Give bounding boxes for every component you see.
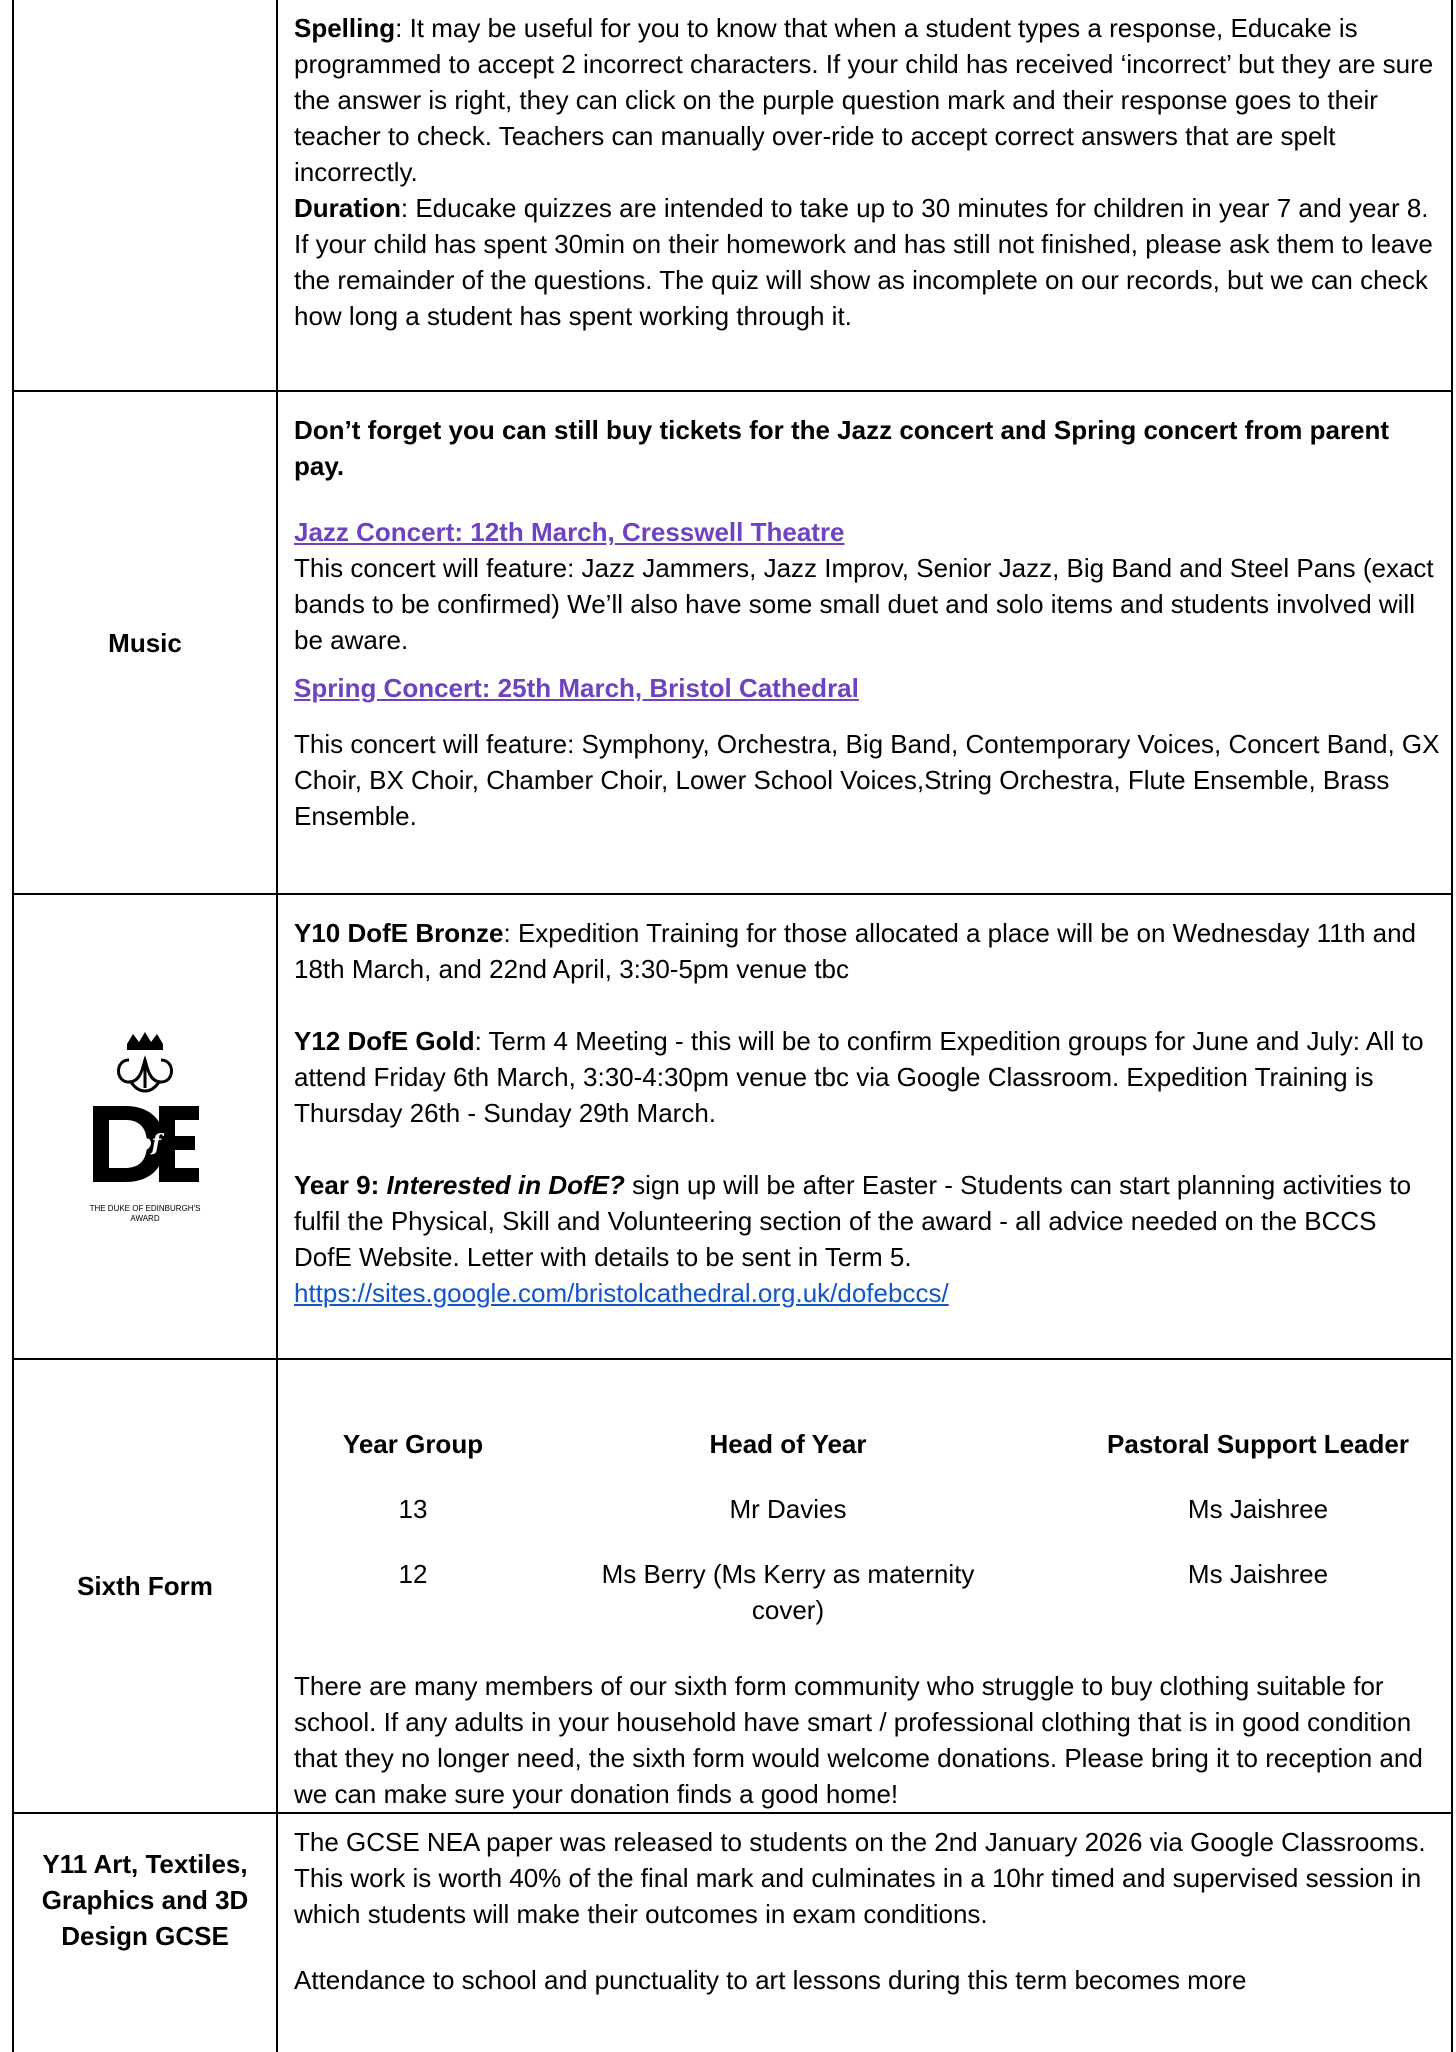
- dofe-website-link[interactable]: https://sites.google.com/bristolcathedral.org.uk/dofebccs/: [294, 1278, 949, 1308]
- dofe-crest-icon: [85, 1030, 205, 1200]
- dofe-year9: [294, 1167, 1441, 1311]
- table-cell: 13: [398, 1494, 428, 1524]
- table-cell: Ms Jaishree: [1187, 1494, 1329, 1524]
- table-cell: Ms Berry (Ms Kerry as maternity cover): [601, 1559, 975, 1625]
- dofe-gold: [294, 1023, 1441, 1131]
- art-content: [278, 1814, 1451, 2052]
- spring-concert-link[interactable]: Spring Concert: 25th March, Bristol Cathedral: [294, 673, 859, 703]
- dofe-y9-text: sign up will be after Easter - Students can start planning activities to fulfil the Physical, Skill and Volunteering section of the award - all advice needed on the BCCS DofE Website. Letter with details to be sent in Term 5.: [294, 1170, 1412, 1272]
- dofe-row: [14, 895, 1451, 1360]
- dofe-gold-text: : Term 4 Meeting - this will be to confirm Expedition groups for June and July: All to attend Friday 6th March, 3:30-4:30pm venue tbc via Google Classroom. Expedition Training is Thursday 26th - Sunday 29th March.: [294, 1026, 1424, 1128]
- art-heading: Y11 Art, Textiles, Graphics and 3D Design GCSE: [41, 1849, 249, 1951]
- newsletter-table: [12, 0, 1453, 2052]
- sixth-form-content: [278, 1360, 1451, 1812]
- duration-text: : Educake quizzes are intended to take up to 30 minutes for children in year 7 and year 8. If your child has spent 30min on their homework and has still not finished, please ask them to leave the remainder of the questions. The quiz will show as incomplete on our records, but we can check how long a student has spent working through it.: [294, 193, 1433, 331]
- art-text-1: The GCSE NEA paper was released to students on the 2nd January 2026 via Google Classrooms. This work is worth 40% of the final mark and culminates in a 10hr timed and supervised session in which students will make their outcomes in exam conditions.: [294, 1827, 1426, 1929]
- educake-right-cell: [278, 0, 1451, 390]
- dofe-gold-label: Y12 DofE Gold: [294, 1026, 475, 1056]
- duration-label: Duration: [294, 193, 401, 223]
- dofe-y9-italic: Interested in DofE?: [386, 1170, 625, 1200]
- table-cell: 12: [398, 1559, 428, 1589]
- sixth-form-text: There are many members of our sixth form community who struggle to buy clothing suitable for school. If any adults in your household have smart / professional clothing that is in good condition that they no longer need, the sixth form would welcome donations. Please bring it to reception and we can make sure your donation finds a good home!: [294, 1671, 1423, 1809]
- table-cell: Ms Jaishree: [1187, 1559, 1329, 1589]
- music-row: [14, 392, 1451, 895]
- dofe-logo-cell: [14, 895, 276, 1358]
- dofe-bronze-label: Y10 DofE Bronze: [294, 918, 504, 948]
- music-content: [278, 392, 1451, 893]
- music-intro: Don’t forget you can still buy tickets for the Jazz concert and Spring concert from parent pay.: [294, 415, 1390, 481]
- spelling-text: : It may be useful for you to know that when a student types a response, Educake is programmed to accept 2 incorrect characters. If your child has received ‘incorrect’ but they are sure the answer is right, they can click on the purple question mark and their response goes to their teacher to check. Teachers can manually over-ride to accept correct answers that are spelt incorrectly.: [294, 13, 1434, 187]
- svg-text:of: of: [137, 1129, 162, 1156]
- sixth-form-row: [14, 1360, 1451, 1814]
- spelling-paragraph: [294, 10, 1441, 190]
- col-header-pastoral: Pastoral Support Leader: [1107, 1429, 1409, 1459]
- educake-row: [14, 0, 1451, 392]
- sixth-form-heading: Sixth Form: [77, 1571, 213, 1601]
- educake-left-cell: [14, 0, 276, 390]
- col-header-year-group: Year Group: [342, 1429, 484, 1459]
- table-cell: Mr Davies: [729, 1494, 847, 1524]
- art-row: [14, 1814, 1451, 2052]
- dofe-bronze: [294, 915, 1441, 987]
- dofe-bronze-text: : Expedition Training for those allocated a place will be on Wednesday 11th and 18th March, and 22nd April, 3:30-5pm venue tbc: [294, 918, 1417, 984]
- jazz-concert-text: This concert will feature: Jazz Jammers, Jazz Improv, Senior Jazz, Big Band and Steel Pans (exact bands to be confirmed) We’ll also have some small duet and solo items and students involved will be aware.: [294, 553, 1434, 655]
- dofe-y9-label: Year 9:: [294, 1170, 380, 1200]
- art-text-2: Attendance to school and punctuality to art lessons during this term becomes more: [294, 1965, 1247, 1995]
- jazz-concert-link[interactable]: Jazz Concert: 12th March, Cresswell Theatre: [294, 517, 845, 547]
- dofe-logo-caption: THE DUKE OF EDINBURGH'S AWARD: [89, 1203, 201, 1223]
- spring-concert-text: This concert will feature: Symphony, Orchestra, Big Band, Contemporary Voices, Concert Band, GX Choir, BX Choir, Chamber Choir, Lower School Voices,String Orchestra, Flute Ensemble, Brass Ensemble.: [294, 729, 1440, 831]
- duration-paragraph: [294, 190, 1441, 334]
- dofe-content: [278, 895, 1451, 1358]
- dofe-logo: [75, 1030, 215, 1224]
- spelling-label: Spelling: [294, 13, 396, 43]
- col-header-head-of-year: Head of Year: [709, 1429, 867, 1459]
- music-heading: Music: [108, 627, 182, 658]
